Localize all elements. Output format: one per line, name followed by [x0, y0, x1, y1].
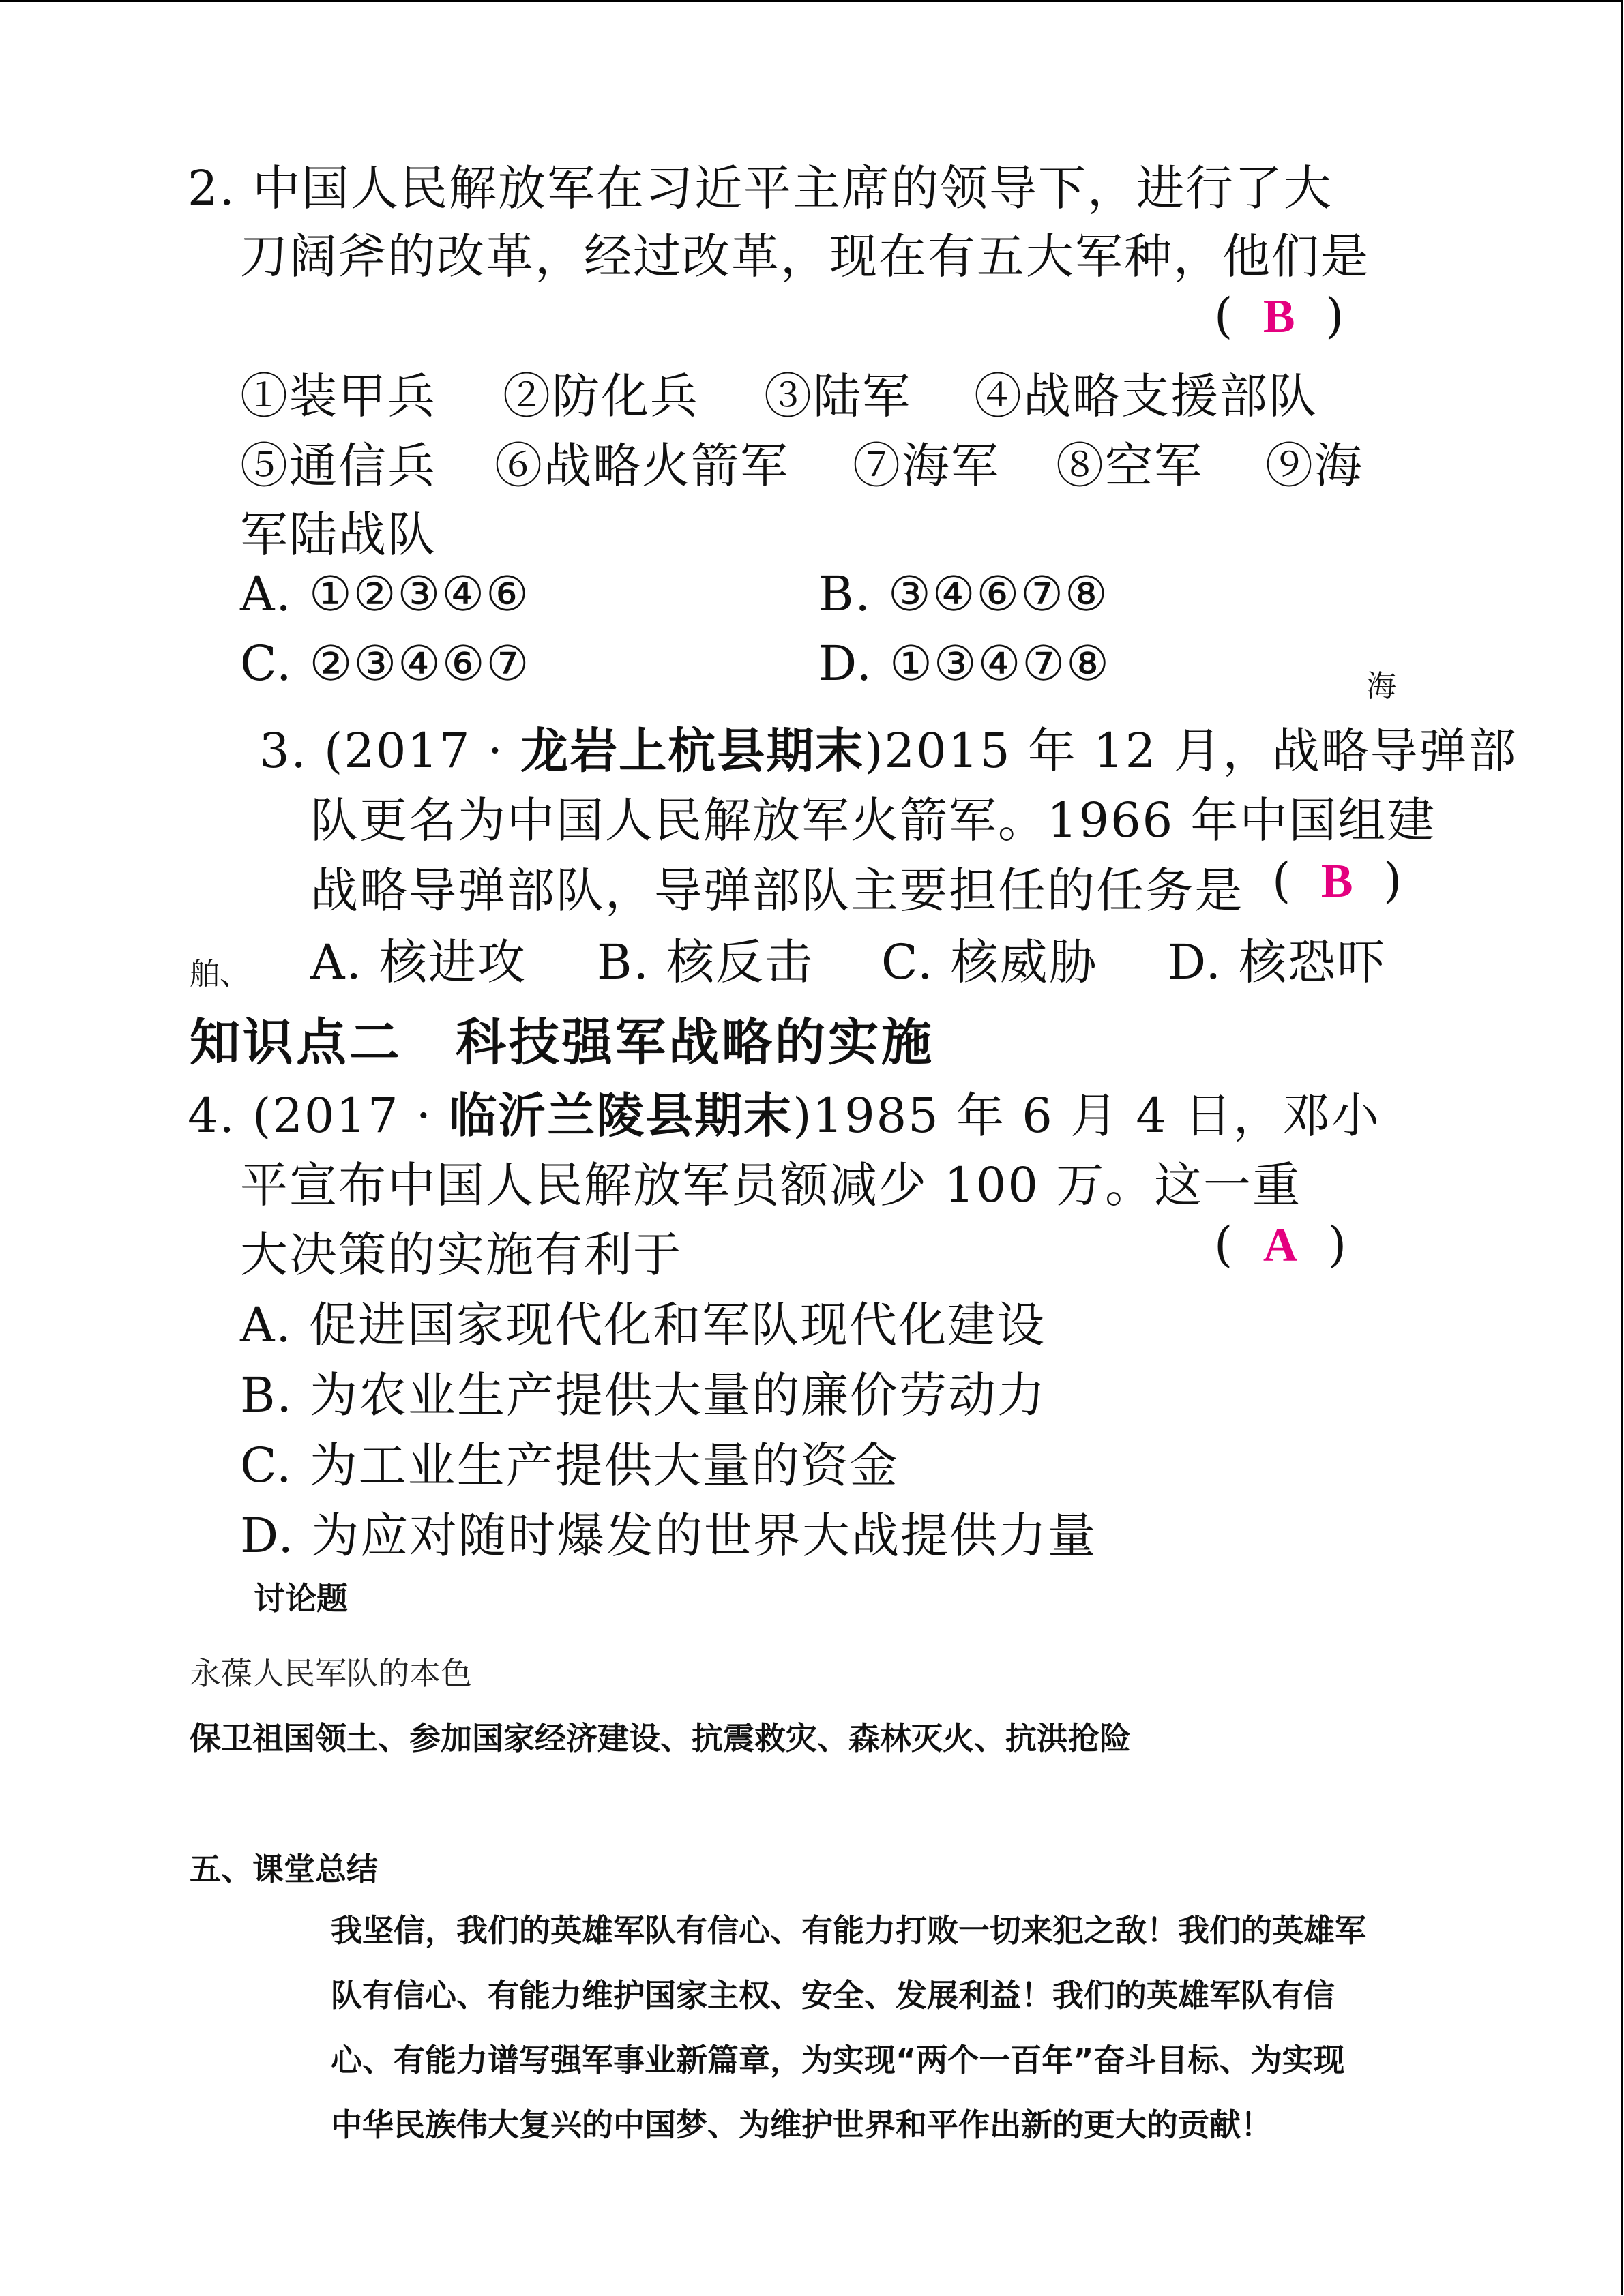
q4-answer-bracket: ( A )	[1214, 1217, 1347, 1272]
discussion-line-1: 永葆人民军队的本色	[190, 1655, 472, 1692]
q2-item-7: ⑦海军	[853, 438, 1000, 494]
q2-option-c: C. ②③④⑥⑦	[240, 636, 531, 691]
q2-item-8: ⑧空军	[1056, 438, 1203, 494]
q3-answer-bracket: ( B )	[1272, 852, 1402, 908]
q3-line-1-rest: )2015 年 12 月，战略导弹部	[864, 723, 1518, 779]
q2-line-1: 2. 中国人民解放军在习近平主席的领导下，进行了大	[188, 160, 1333, 216]
q2-line-2: 刀阔斧的改革，经过改革，现在有五大军种，他们是	[240, 228, 1370, 284]
q2-item-9-cont: 军陆战队	[240, 507, 437, 563]
q3-option-a: A. 核进攻	[310, 934, 527, 990]
summary-line-1: 我坚信，我们的英雄军队有信心、有能力打败一切来犯之敌！我们的英雄军	[331, 1912, 1366, 1949]
q3-option-c: C. 核威胁	[881, 934, 1098, 990]
q4-option-d: D. 为应对随时爆发的世界大战提供力量	[240, 1508, 1097, 1564]
stray-text-bo: 舶、	[190, 957, 250, 992]
q3-prefix: 3. (2017 ·	[259, 723, 521, 779]
q2-item-2: ②防化兵	[503, 368, 699, 424]
section-heading: 知识点二 科技强军战略的实施	[190, 1013, 934, 1072]
summary-line-2: 队有信心、有能力维护国家主权、安全、发展利益！我们的英雄军队有信	[331, 1977, 1335, 2014]
q4-option-a: A. 促进国家现代化和军队现代化建设	[240, 1297, 1046, 1353]
q3-answer: B	[1320, 855, 1353, 908]
q4-answer: A	[1263, 1219, 1298, 1272]
q2-item-3: ③陆军	[764, 368, 911, 424]
q2-item-1: ①装甲兵	[240, 368, 437, 424]
q4-prefix: 4. (2017 ·	[188, 1088, 449, 1144]
q2-item-6: ⑥战略火箭军	[494, 438, 789, 494]
q4-line-2: 平宣布中国人民解放军员额减少 100 万。这一重	[240, 1157, 1302, 1213]
q2-option-d: D. ①③④⑦⑧	[818, 636, 1110, 691]
q4-line-1	[188, 1077, 1381, 1146]
q3-source: 龙岩上杭县期末	[520, 723, 865, 779]
q3-line-1	[259, 713, 1518, 781]
q2-item-4: ④战略支援部队	[974, 368, 1318, 424]
q3-option-d: D. 核恐吓	[1168, 934, 1387, 990]
q4-option-b: B. 为农业生产提供大量的廉价劳动力	[240, 1367, 1046, 1423]
summary-line-3: 心、有能力谱写强军事业新篇章，为实现“两个一百年”奋斗目标、为实现	[331, 2042, 1345, 2078]
q2-option-b: B. ③④⑥⑦⑧	[818, 566, 1109, 622]
stray-text-hai: 海	[1366, 669, 1396, 704]
summary-title: 五、课堂总结	[190, 1851, 378, 1888]
q2-item-5: ⑤通信兵	[240, 438, 437, 494]
q2-option-a: A. ①②③④⑥	[240, 566, 530, 622]
q4-line-1-rest: )1985 年 6 月 4 日，邓小	[793, 1088, 1381, 1144]
q3-line-3: 战略导弹部队，导弹部队主要担任的任务是	[310, 863, 1243, 919]
q3-option-b: B. 核反击	[597, 934, 814, 990]
q4-source: 临沂兰陵县期末	[449, 1088, 793, 1144]
q3-line-2: 队更名为中国人民解放军火箭军。1966 年中国组建	[310, 792, 1436, 848]
q2-answer-bracket: ( B )	[1214, 288, 1344, 344]
discussion-title: 讨论题	[254, 1580, 348, 1617]
q4-option-c: C. 为工业生产提供大量的资金	[240, 1437, 899, 1493]
q2-item-9: ⑨海	[1265, 438, 1363, 494]
discussion-line-2: 保卫祖国领土、参加国家经济建设、抗震救灾、森林灭火、抗洪抢险	[190, 1720, 1131, 1757]
q4-line-3: 大决策的实施有利于	[240, 1227, 682, 1283]
summary-line-4: 中华民族伟大复兴的中国梦、为维护世界和平作出新的更大的贡献！	[331, 2106, 1272, 2143]
q2-answer: B	[1263, 290, 1295, 343]
